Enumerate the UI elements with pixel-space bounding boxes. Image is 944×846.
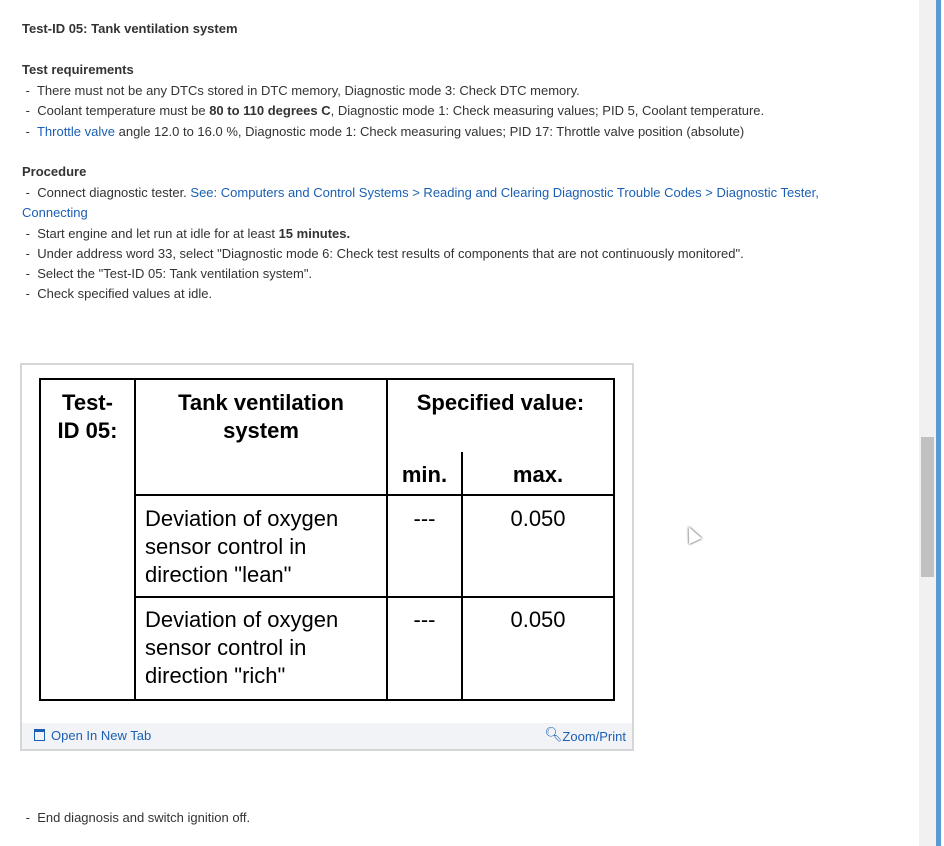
list-item: - Check specified values at idle.	[25, 286, 213, 301]
list-item: - Connect diagnostic tester. See: Computers and Control Systems > Reading and Clearing Diagnostic Trouble Codes > Diagnostic Tester,	[25, 185, 819, 200]
diagnostic-tester-link-cont[interactable]: Connecting	[22, 205, 88, 220]
col-component: Tank ventilation system	[178, 390, 344, 443]
requirements-heading: Test requirements	[22, 62, 134, 77]
list-item: - Start engine and let run at idle for at least 15 minutes.	[25, 226, 351, 241]
row-max-lean: 0.050	[510, 506, 566, 531]
list-item: - Coolant temperature must be 80 to 110 degrees C, Diagnostic mode 1: Check measuring values; PID 5, Coolant temperature.	[25, 103, 765, 118]
list-item: - Select the "Test-ID 05: Tank ventilation system".	[25, 266, 313, 281]
list-item: - There must not be any DTCs stored in DTC memory, Diagnostic mode 3: Check DTC memory.	[25, 83, 580, 98]
procedure-heading: Procedure	[22, 164, 87, 179]
row-label-rich: Deviation of oxygen sensor control in direction "rich"	[145, 607, 339, 688]
row-min-rich: ---	[413, 607, 436, 632]
col-test-id: Test- ID 05:	[57, 390, 118, 443]
col-min: min.	[401, 462, 448, 487]
figure-card	[20, 363, 634, 751]
divider	[386, 380, 388, 699]
divider	[134, 596, 613, 598]
diagnostic-tester-link[interactable]: See: Computers and Control Systems > Reading and Clearing Diagnostic Trouble Codes > Diagnostic Tester,	[190, 185, 819, 200]
list-item: - Under address word 33, select "Diagnostic mode 6: Check test results of components that are not continuously monitored".	[25, 246, 744, 261]
list-item: - End diagnosis and switch ignition off.	[25, 810, 251, 825]
scrollbar[interactable]	[919, 0, 936, 846]
col-max: max.	[512, 462, 564, 487]
scrollbar-thumb[interactable]	[921, 437, 934, 577]
page-title: Test-ID 05: Tank ventilation system	[22, 21, 238, 36]
row-min-lean: ---	[413, 506, 436, 531]
throttle-valve-link[interactable]: Throttle valve	[36, 124, 116, 139]
divider	[461, 452, 463, 699]
col-specified-value: Specified value:	[416, 390, 585, 415]
window-edge	[936, 0, 941, 846]
mouse-cursor-icon	[682, 524, 701, 544]
row-max-rich: 0.050	[510, 607, 566, 632]
row-label-lean: Deviation of oxygen sensor control in direction "lean"	[145, 506, 339, 587]
list-item: - Throttle valve angle 12.0 to 16.0 %, Diagnostic mode 1: Check measuring values; PID 17: Throttle valve position (absolute)	[25, 124, 745, 139]
figure-footer	[22, 723, 632, 749]
list-item-continued	[22, 203, 88, 223]
zoom-in-icon: 🔍︎	[544, 726, 563, 742]
open-in-new-tab-button[interactable]: Open In New Tab	[34, 728, 151, 743]
zoom-print-button[interactable]: 🔍︎Zoom/Print	[544, 726, 626, 744]
spec-table	[39, 378, 615, 701]
open-tab-icon	[34, 729, 45, 741]
divider	[134, 494, 613, 496]
